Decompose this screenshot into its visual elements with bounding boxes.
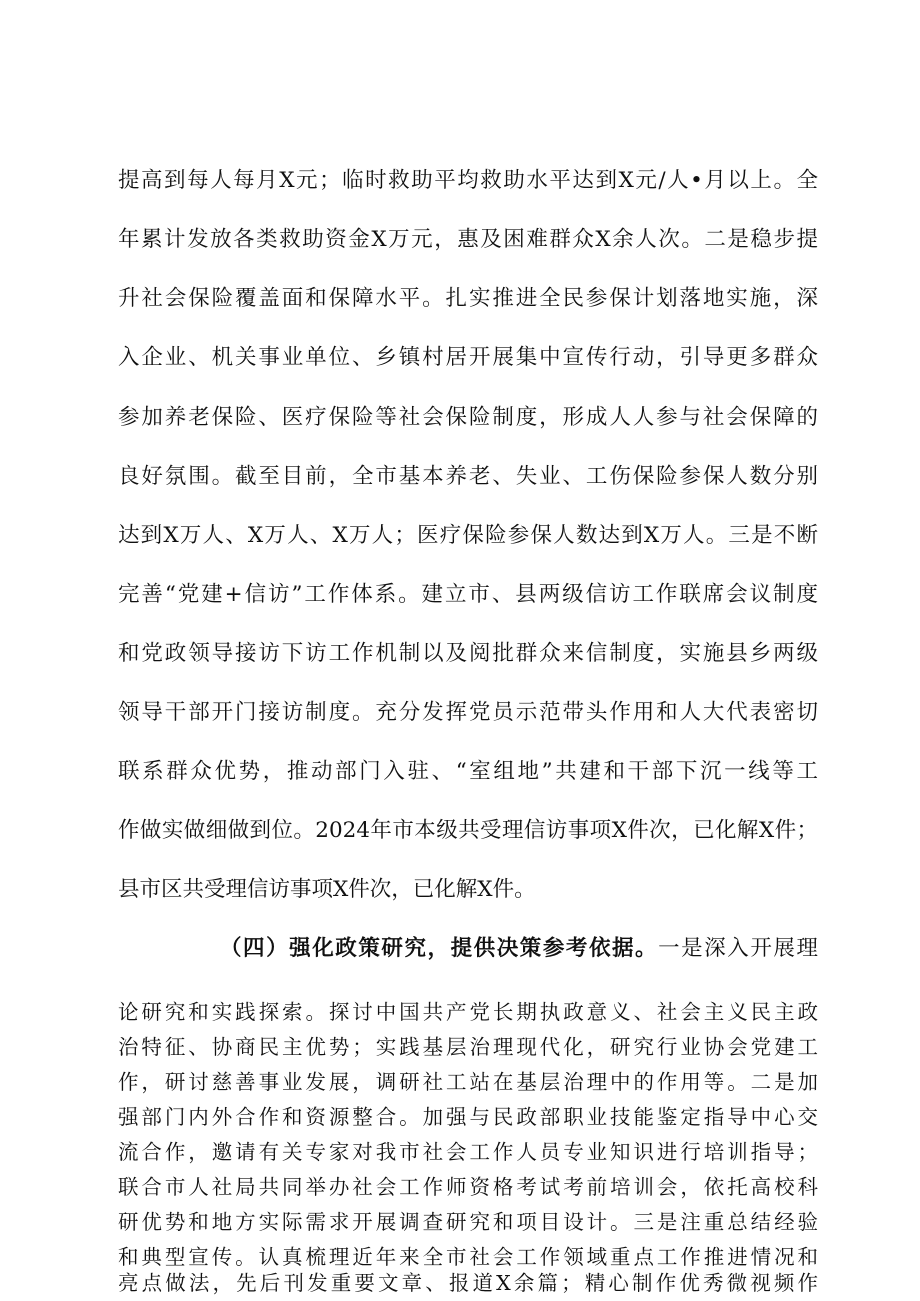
section-heading-line [220, 934, 818, 964]
paragraph-line: 良好氛围。截至目前，全市基本养老、失业、工伤保险参保人数分别 [118, 464, 818, 489]
paragraph-line: 联系群众优势，推动部门入驻、“室组地”共建和干部下沉一线等工 [118, 759, 818, 784]
paragraph-line: 入企业、机关事业单位、乡镇村居开展集中宣传行动，引导更多群众 [118, 345, 818, 370]
paragraph-line: 提高到每人每月X元；临时救助平均救助水平达到X元/人•月以上。全 [118, 168, 818, 193]
paragraph-line: 和党政领导接访下访工作机制以及阅批群众来信制度，实施县乡两级 [118, 641, 818, 666]
paragraph-line: 和典型宣传。认真梳理近年来全市社会工作领域重点工作推进情况和 [118, 1245, 818, 1269]
paragraph-line: 作，研讨慈善事业发展，调研社工站在基层治理中的作用等。二是加 [118, 1070, 818, 1094]
paragraph-line: 强部门内外合作和资源整合。加强与民政部职业技能鉴定指导中心交 [118, 1105, 818, 1129]
paragraph-line: 联合市人社局共同举办社会工作师资格考试考前培训会，依托高校科 [118, 1175, 818, 1199]
paragraph-line: 县市区共受理信访事项X件次，已化解X件。 [118, 877, 536, 902]
paragraph-line: 完善“党建+信访”工作体系。建立市、县两级信访工作联席会议制度 [118, 582, 818, 607]
paragraph-line: 领导干部开门接访制度。充分发挥党员示范带头作用和人大代表密切 [118, 700, 818, 725]
paragraph-line: 达到X万人、X万人、X万人；医疗保险参保人数达到X万人。三是不断 [118, 523, 818, 548]
section-heading-tail: 一是深入开展理 [658, 936, 818, 961]
paragraph-line: 升社会保险覆盖面和保障水平。扎实推进全民参保计划落地实施，深 [118, 286, 818, 311]
paragraph-line: 论研究和实践探索。探讨中国共产党长期执政意义、社会主义民主政 [118, 1000, 818, 1024]
paragraph-line: 治特征、协商民主优势；实践基层治理现代化，研究行业协会党建工 [118, 1035, 818, 1059]
paragraph-line: 作做实做细做到位。2024年市本级共受理信访事项X件次，已化解X件； [118, 818, 818, 843]
paragraph-line: 研优势和地方实际需求开展调查研究和项目设计。三是注重总结经验 [118, 1210, 818, 1234]
section-heading: （四）强化政策研究，提供决策参考依据。 [220, 936, 659, 961]
paragraph-line: 参加养老保险、医疗保险等社会保险制度，形成人人参与社会保障的 [118, 405, 818, 430]
paragraph-line: 年累计发放各类救助资金X万元，惠及困难群众X余人次。二是稳步提 [118, 227, 818, 252]
paragraph-line: 流合作，邀请有关专家对我市社会工作人员专业知识进行培训指导； [118, 1140, 818, 1164]
paragraph-line: 亮点做法，先后刊发重要文章、报道X余篇；精心制作优秀微视频作 [118, 1271, 818, 1295]
